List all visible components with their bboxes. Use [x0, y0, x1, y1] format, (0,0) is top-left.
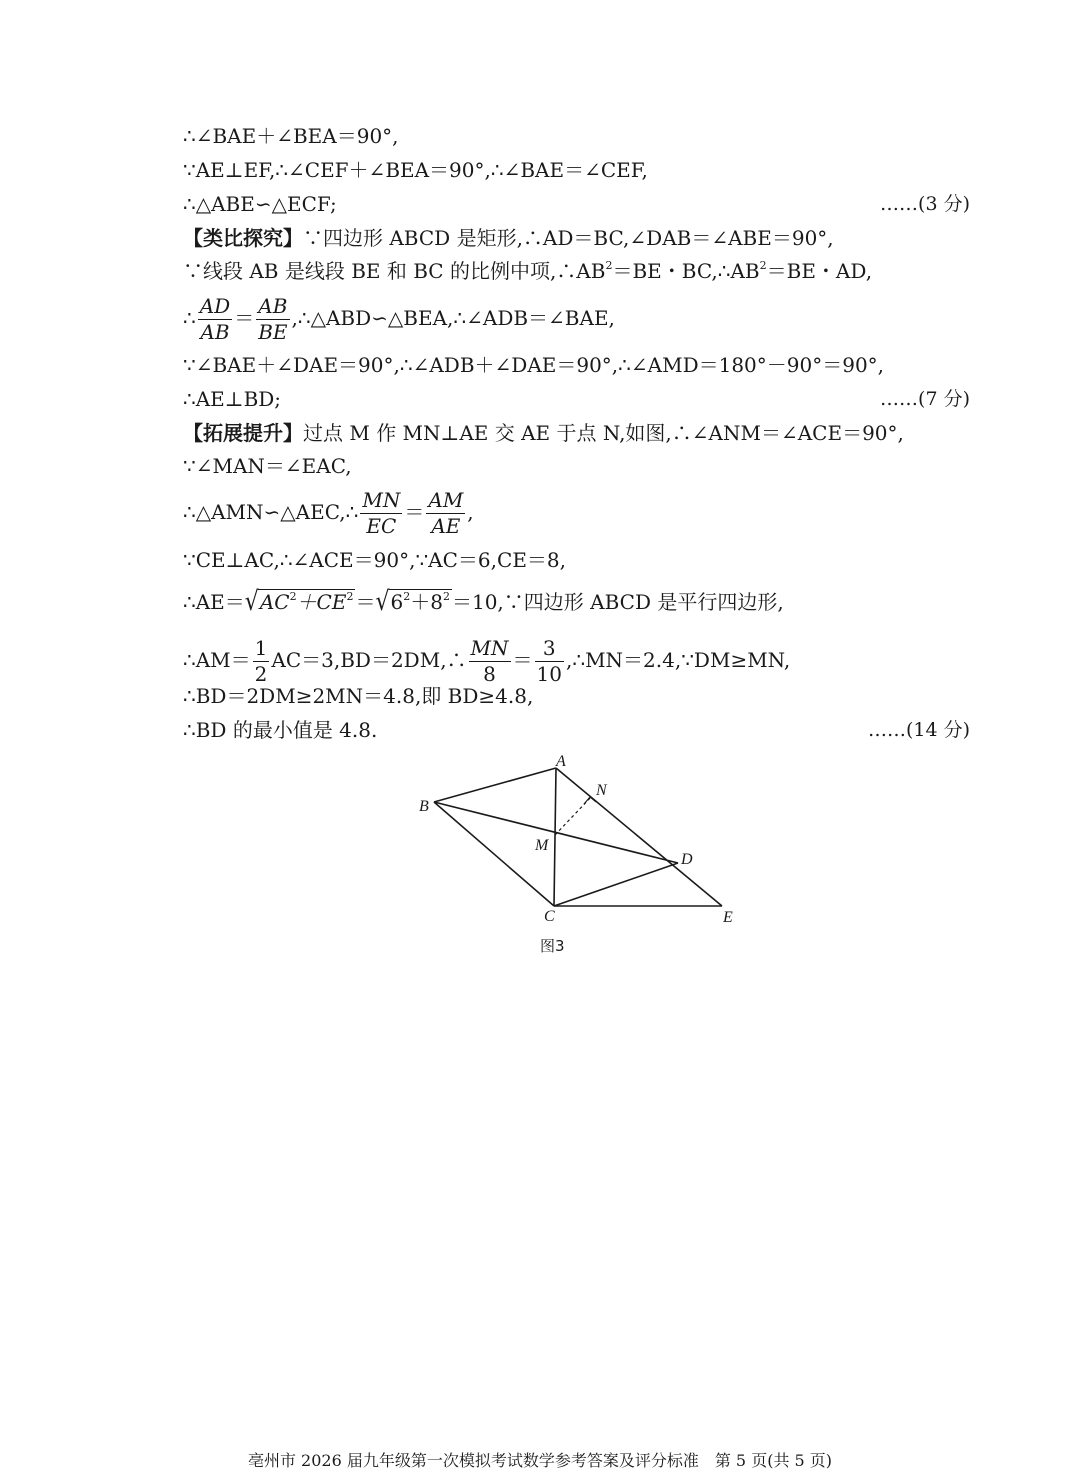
sqrt-term: AC [259, 590, 290, 614]
section-tag-extension: 【拓展提升】 [183, 421, 303, 445]
line-9-text: 过点 M 作 MN⊥AE 交 AE 于点 N,如图,∴∠ANM＝∠ACE＝90°, [303, 421, 904, 445]
line-1: ∴∠BAE＋∠BEA＝90°, [183, 124, 399, 148]
fraction-ab-be [256, 294, 289, 345]
numerator: AM [428, 488, 464, 512]
line-10: ∵∠MAN＝∠EAC, [183, 454, 352, 478]
line-7: ∵∠BAE＋∠DAE＝90°,∴∠ADB＋∠DAE＝90°,∴∠AMD＝180°－90°＝90°, [183, 353, 885, 377]
line-6 [183, 294, 615, 345]
denominator: 10 [536, 662, 562, 686]
numerator: 3 [535, 636, 564, 662]
page-footer: 亳州市 2026 届九年级第一次模拟考试数学参考答案及评分标准 第 5 页(共 5 页) [247, 1451, 833, 1470]
numerator: MN [470, 636, 509, 660]
equals: ＝ [512, 648, 533, 672]
label-b: B [419, 798, 429, 815]
line-13-pre: ∴AE＝ [183, 590, 245, 614]
score-7: ……(7 分) [880, 388, 970, 410]
line-3: ∴△ABE∽△ECF; [183, 192, 337, 216]
denominator: 2 [254, 662, 268, 686]
segment-ab [434, 768, 556, 802]
fraction-3-10 [535, 636, 564, 687]
equals: ＝ [234, 306, 255, 330]
label-e: E [723, 909, 733, 926]
line-8: ∴AE⊥BD; [183, 387, 282, 411]
sqrt-term: 6 [390, 590, 404, 614]
sqrt-ac-ce [258, 589, 356, 614]
numerator: MN [362, 488, 401, 512]
sqrt-term: ＋CE [296, 590, 347, 614]
fraction-mn-ec [360, 488, 402, 539]
line-11-pre: ∴△AMN∽△AEC,∴ [183, 500, 359, 524]
line-14-pre: ∴AM＝ [183, 648, 251, 672]
therefore: ∴ [183, 306, 196, 330]
line-11-post: , [467, 500, 474, 524]
line-15: ∴BD＝2DM≥2MN＝4.8,即 BD≥4.8, [183, 684, 534, 708]
score-3: ……(3 分) [880, 193, 970, 215]
numerator: AD [199, 294, 231, 318]
equals: ＝ [355, 590, 376, 614]
line-4 [183, 226, 834, 250]
sqrt-term: ＋8 [410, 590, 443, 614]
label-d: D [681, 851, 693, 868]
line-12: ∵CE⊥AC,∴∠ACE＝90°,∵AC＝6,CE＝8, [183, 548, 566, 572]
fraction-half [253, 636, 270, 687]
segment-ae [556, 768, 722, 906]
line-5-a: ∵线段 AB 是线段 BE 和 BC 的比例中项,∴AB [183, 259, 606, 283]
fraction-am-ae [426, 488, 465, 539]
line-4-text: ∵四边形 ABCD 是矩形,∴AD＝BC,∠DAB＝∠ABE＝90°, [303, 226, 834, 250]
label-n: N [596, 782, 607, 799]
equals: ＝ [404, 500, 425, 524]
label-c: C [544, 908, 555, 925]
square-sup: 2 [289, 590, 297, 603]
segment-ac [554, 768, 556, 906]
line-5-b: ＝BE・BC,∴AB [612, 259, 760, 283]
square-sup: 2 [442, 590, 450, 603]
line-5 [183, 259, 872, 283]
line-14-mid: AC＝3,BD＝2DM,∴ [271, 648, 467, 672]
fraction-mn-8 [469, 636, 511, 687]
denominator: 8 [483, 662, 496, 686]
line-5-c: ＝BE・AD, [766, 259, 873, 283]
line-16: ∴BD 的最小值是 4.8. [183, 718, 378, 742]
figure-caption: 图3 [540, 937, 565, 955]
label-a: A [556, 753, 566, 770]
denominator: AE [431, 514, 461, 538]
radical-sign: √ [244, 587, 259, 618]
denominator: AB [200, 320, 230, 344]
score-14: ……(14 分) [867, 719, 970, 741]
label-m: M [535, 837, 549, 854]
section-tag-analogy: 【类比探究】 [183, 226, 303, 250]
line-2: ∵AE⊥EF,∴∠CEF＋∠BEA＝90°,∴∠BAE＝∠CEF, [183, 158, 648, 182]
numerator: 1 [254, 636, 268, 660]
radical-sign: √ [375, 587, 390, 618]
line-9 [183, 421, 904, 445]
line-6-post: ,∴△ABD∽△BEA,∴∠ADB＝∠BAE, [291, 306, 615, 330]
square-sup: 2 [403, 590, 411, 603]
numerator: AB [256, 294, 289, 320]
geometry-figure-3 [400, 745, 760, 935]
segment-cd [554, 863, 678, 906]
sqrt-6-8 [389, 589, 452, 614]
fraction-ad-ab [198, 294, 232, 345]
denominator: BE [258, 320, 288, 344]
line-14-post: ,∴MN＝2.4,∵DM≥MN, [565, 648, 791, 672]
line-14 [183, 636, 790, 687]
line-11 [183, 488, 474, 539]
square-sup: 2 [605, 259, 613, 272]
square-sup: 2 [346, 590, 354, 603]
line-13 [183, 587, 784, 618]
line-13-post: ＝10,∵四边形 ABCD 是平行四边形, [451, 590, 784, 614]
square-sup: 2 [759, 259, 767, 272]
denominator: EC [366, 514, 397, 538]
